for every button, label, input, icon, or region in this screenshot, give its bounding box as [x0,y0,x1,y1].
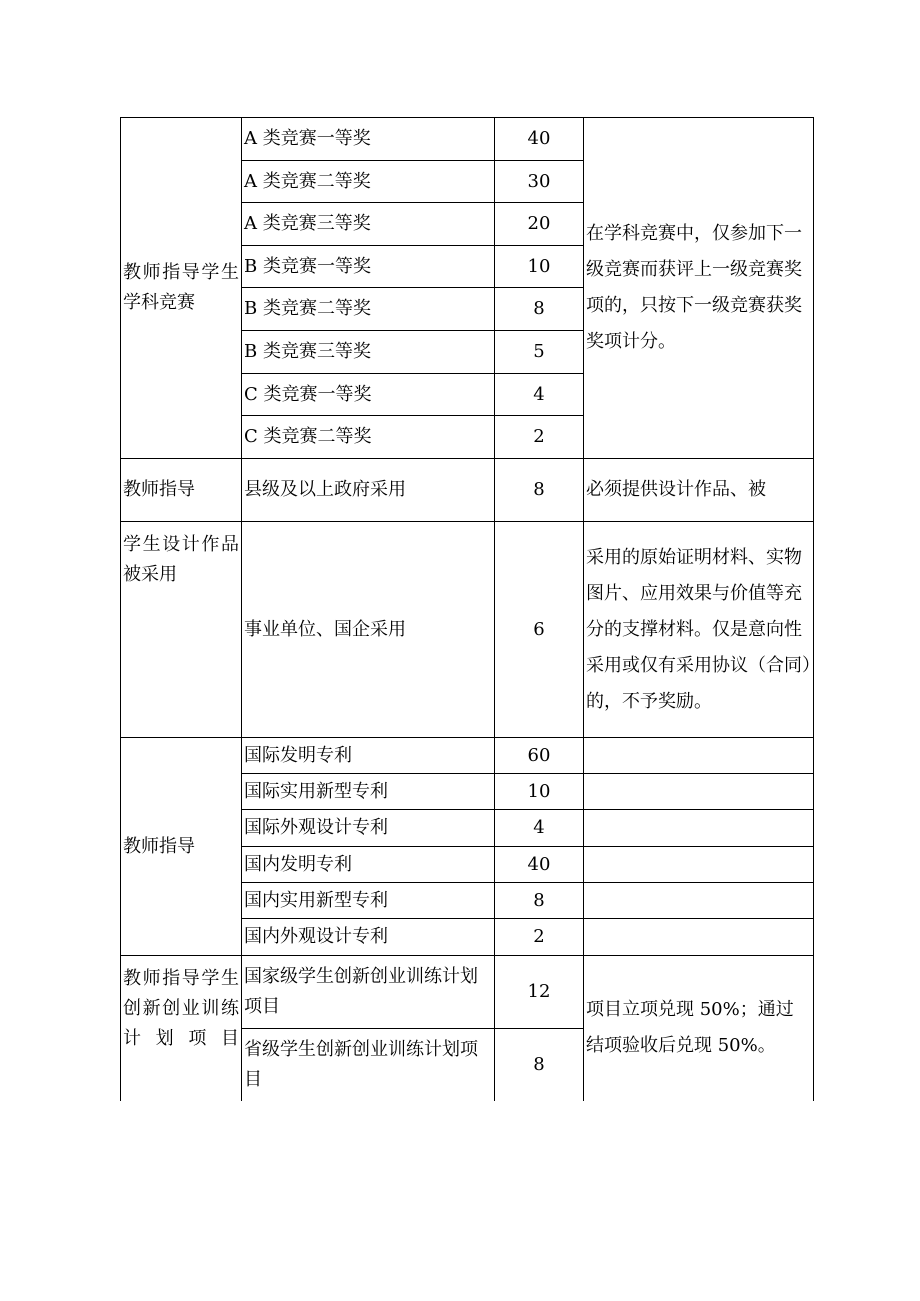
item-cell: 国家级学生创新创业训练计划项目 [242,956,495,1029]
category-design-line1: 教师指导 [121,459,242,522]
note-innovation: 项目立项兑现 50%；通过结项验收后兑现 50%。 [584,956,814,1101]
score-cell: 8 [495,883,584,919]
score-cell: 4 [495,810,584,847]
category-competition: 教师指导学生学科竞赛 [121,118,242,459]
score-cell: 6 [495,522,584,738]
item-cell: 国内实用新型专利 [242,883,495,919]
score-cell: 30 [495,161,584,203]
score-cell: 10 [495,774,584,810]
score-cell: 2 [495,919,584,956]
score-cell: 12 [495,956,584,1029]
score-cell: 8 [495,288,584,331]
item-cell: 国际外观设计专利 [242,810,495,847]
score-cell: 10 [495,246,584,288]
item-cell: 县级及以上政府采用 [242,459,495,522]
item-cell: 事业单位、国企采用 [242,522,495,738]
item-cell: A 类竞赛一等奖 [242,118,495,161]
score-cell: 8 [495,459,584,522]
item-cell: 省级学生创新创业训练计划项目 [242,1029,495,1101]
category-patent: 教师指导 [121,738,242,956]
note-empty [584,774,814,810]
item-cell: 国内外观设计专利 [242,919,495,956]
score-cell: 20 [495,203,584,246]
item-cell: 国际实用新型专利 [242,774,495,810]
note-empty [584,738,814,774]
note-design-line2: 采用的原始证明材料、实物图片、应用效果与价值等充分的支撑材料。仅是意向性采用或仅有采用协议（合同）的，不予奖励。 [584,522,814,738]
item-cell: C 类竞赛一等奖 [242,374,495,416]
category-innovation: 教师指导学生创新创业训练计划项目 [121,956,242,1101]
note-empty [584,810,814,847]
note-empty [584,847,814,883]
score-cell: 40 [495,118,584,161]
note-competition: 在学科竞赛中，仅参加下一级竞赛而获评上一级竞赛奖项的，只按下一级竞赛获奖奖项计分。 [584,118,814,459]
item-cell: B 类竞赛三等奖 [242,331,495,374]
note-empty [584,883,814,919]
score-cell: 8 [495,1029,584,1101]
score-cell: 60 [495,738,584,774]
item-cell: 国际发明专利 [242,738,495,774]
score-cell: 40 [495,847,584,883]
item-cell: A 类竞赛三等奖 [242,203,495,246]
score-cell: 5 [495,331,584,374]
score-cell: 4 [495,374,584,416]
note-design-line1: 必须提供设计作品、被 [584,459,814,522]
item-cell: B 类竞赛一等奖 [242,246,495,288]
note-empty [584,919,814,956]
category-design-line2: 学生设计作品被采用 [121,522,242,738]
score-cell: 2 [495,416,584,459]
item-cell: C 类竞赛二等奖 [242,416,495,459]
item-cell: B 类竞赛二等奖 [242,288,495,331]
item-cell: A 类竞赛二等奖 [242,161,495,203]
scoring-table [120,117,814,1101]
item-cell: 国内发明专利 [242,847,495,883]
